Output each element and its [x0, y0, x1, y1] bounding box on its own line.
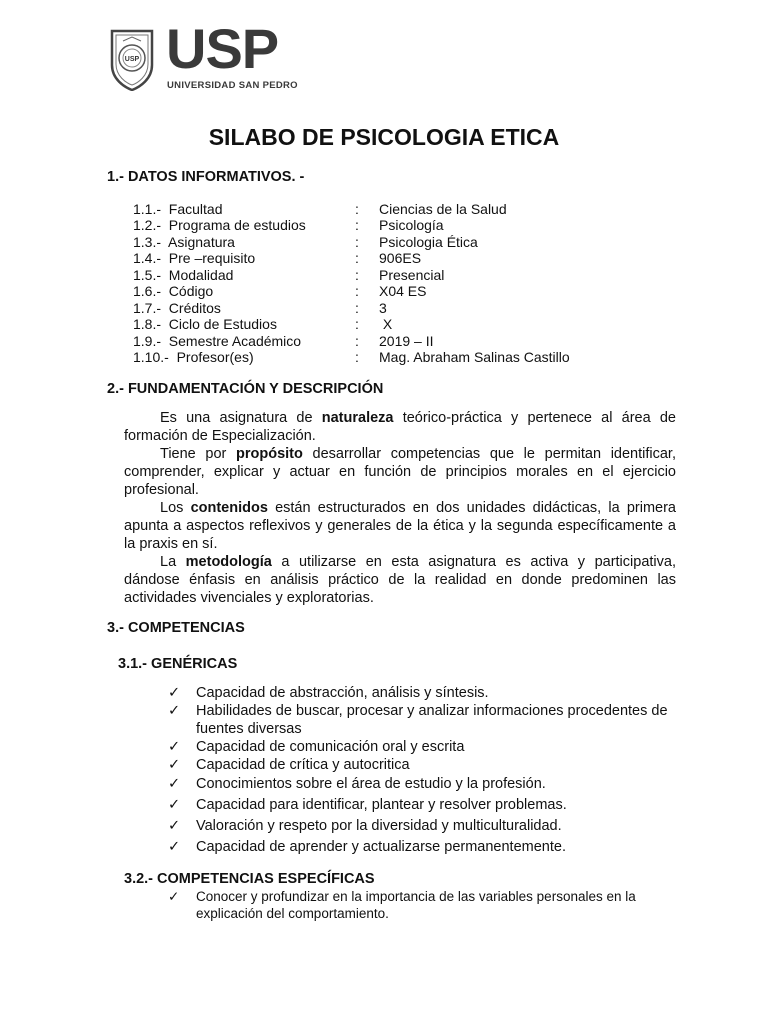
paragraph-text: desarrollar competencias que le permitan identificar, comprender, explicar y actuar en función de principios morales en el ejercicio profesional.: [124, 446, 676, 498]
checkmark-icon: ✓: [168, 757, 181, 773]
paragraph-text: están estructurados en dos unidades didácticas, la primera apunta a aspectos reflexivos y generales de la ética y la segunda específicamente a la praxis en sí.: [124, 500, 676, 552]
list-item-text: Valoración y respeto por la diversidad y multiculturalidad.: [196, 818, 562, 834]
paragraph: [124, 445, 676, 499]
svg-text:USP: USP: [124, 56, 140, 63]
subheading-especificas: 3.2.- COMPETENCIAS ESPECÍFICAS: [124, 871, 375, 887]
list-item: [168, 888, 678, 922]
list-item-text: Conocer y profundizar en la importancia de las variables personales en la explicación del comportamiento.: [196, 889, 636, 921]
info-value: X04 ES: [379, 283, 427, 299]
checkmark-icon: ✓: [168, 818, 181, 834]
paragraph-text: teórico-práctica y pertenece al área de formación de Especialización.: [124, 410, 676, 444]
info-row: [133, 201, 693, 217]
paragraph-text: a utilizarse en esta asignatura es activa y participativa, dándose énfasis en análisis práctico de la realidad en donde predominen las actividades vivenciales y exploratorias.: [124, 554, 676, 606]
list-item-text: Capacidad de crítica y autocritica: [196, 757, 410, 773]
info-label: 1.9.- Semestre Académico: [133, 333, 302, 349]
info-separator: :: [355, 217, 359, 233]
checkmark-icon: ✓: [168, 797, 181, 813]
info-separator: :: [355, 201, 359, 217]
list-item-text: Capacidad de comunicación oral y escrita: [196, 739, 465, 755]
fundamentacion-text: [124, 409, 676, 607]
info-label: 1.10.- Profesor(es): [133, 349, 254, 365]
info-label: 1.3.- Asignatura: [133, 234, 235, 250]
checkmark-icon: ✓: [168, 839, 181, 855]
document-title: SILABO DE PSICOLOGIA ETICA: [208, 124, 560, 150]
paragraph-keyword: propósito: [236, 446, 303, 462]
list-item: [168, 738, 678, 756]
paragraph: [124, 499, 676, 553]
checkmark-icon: ✓: [168, 776, 181, 792]
info-label: 1.6.- Código: [133, 283, 214, 299]
paragraph-keyword: naturaleza: [321, 410, 394, 426]
info-row: [133, 217, 693, 233]
info-row: [133, 250, 693, 266]
info-separator: :: [355, 300, 359, 316]
list-item: [168, 702, 678, 738]
brand-subtitle: UNIVERSIDAD SAN PEDRO: [167, 80, 298, 91]
list-item-text: Capacidad de abstracción, análisis y síntesis.: [196, 685, 489, 701]
info-label: 1.1.- Facultad: [133, 201, 223, 217]
info-label: 1.8.- Ciclo de Estudios: [133, 316, 277, 332]
paragraph-text: Tiene por: [160, 446, 237, 462]
list-item-text: Habilidades de buscar, procesar y analizar informaciones procedentes de fuentes diversas: [196, 703, 668, 737]
info-value: Presencial: [379, 267, 445, 283]
info-row: [133, 333, 693, 349]
info-value: Psicologia Ética: [379, 234, 478, 250]
info-value: X: [379, 316, 393, 332]
info-value: Psicología: [379, 217, 444, 233]
info-label: 1.2.- Programa de estudios: [133, 217, 306, 233]
list-item-text: Capacidad para identificar, plantear y resolver problemas.: [196, 797, 567, 813]
especificas-list: [168, 888, 678, 922]
info-value: Mag. Abraham Salinas Castillo: [379, 349, 570, 365]
university-logo: [106, 17, 316, 93]
info-separator: :: [355, 316, 359, 332]
info-separator: :: [355, 283, 359, 299]
info-label: 1.7.- Créditos: [133, 300, 221, 316]
university-seal-icon: [106, 27, 158, 91]
list-item: [168, 817, 678, 835]
paragraph-text: Es una asignatura de: [160, 410, 322, 426]
info-label: 1.5.- Modalidad: [133, 267, 234, 283]
info-value: 906ES: [379, 250, 422, 266]
brand-name: USP: [166, 17, 279, 80]
paragraph-text: Los: [160, 500, 191, 516]
info-row: [133, 234, 693, 250]
info-value: Ciencias de la Salud: [379, 201, 507, 217]
list-item: [168, 796, 678, 814]
section-heading-datos: 1.- DATOS INFORMATIVOS. -: [107, 169, 305, 185]
info-label: 1.4.- Pre –requisito: [133, 250, 256, 266]
info-row: [133, 300, 693, 316]
list-item: [168, 838, 678, 856]
list-item-text: Conocimientos sobre el área de estudio y la profesión.: [196, 776, 546, 792]
info-value: 3: [379, 300, 387, 316]
section-heading-fundamentacion: 2.- FUNDAMENTACIÓN Y DESCRIPCIÓN: [107, 381, 384, 397]
list-item: [168, 756, 678, 774]
genericas-list: [168, 684, 678, 856]
info-separator: :: [355, 333, 359, 349]
paragraph: [124, 553, 676, 607]
checkmark-icon: ✓: [168, 889, 180, 904]
checkmark-icon: ✓: [168, 703, 181, 719]
checkmark-icon: ✓: [168, 685, 181, 701]
list-item-text: Capacidad de aprender y actualizarse permanentemente.: [196, 839, 566, 855]
info-separator: :: [355, 250, 359, 266]
paragraph: [124, 409, 676, 445]
list-item: [168, 775, 678, 793]
section-heading-competencias: 3.- COMPETENCIAS: [107, 620, 245, 636]
list-item: [168, 684, 678, 702]
info-row: [133, 283, 693, 299]
subheading-genericas: 3.1.- GENÉRICAS: [118, 656, 238, 672]
info-separator: :: [355, 267, 359, 283]
paragraph-text: La: [160, 554, 186, 570]
info-separator: :: [355, 349, 359, 365]
info-separator: :: [355, 234, 359, 250]
checkmark-icon: ✓: [168, 739, 181, 755]
info-row: [133, 267, 693, 283]
info-row: [133, 349, 693, 365]
paragraph-keyword: metodología: [185, 554, 272, 570]
info-value: 2019 – II: [379, 333, 434, 349]
info-row: [133, 316, 693, 332]
paragraph-keyword: contenidos: [190, 500, 268, 516]
